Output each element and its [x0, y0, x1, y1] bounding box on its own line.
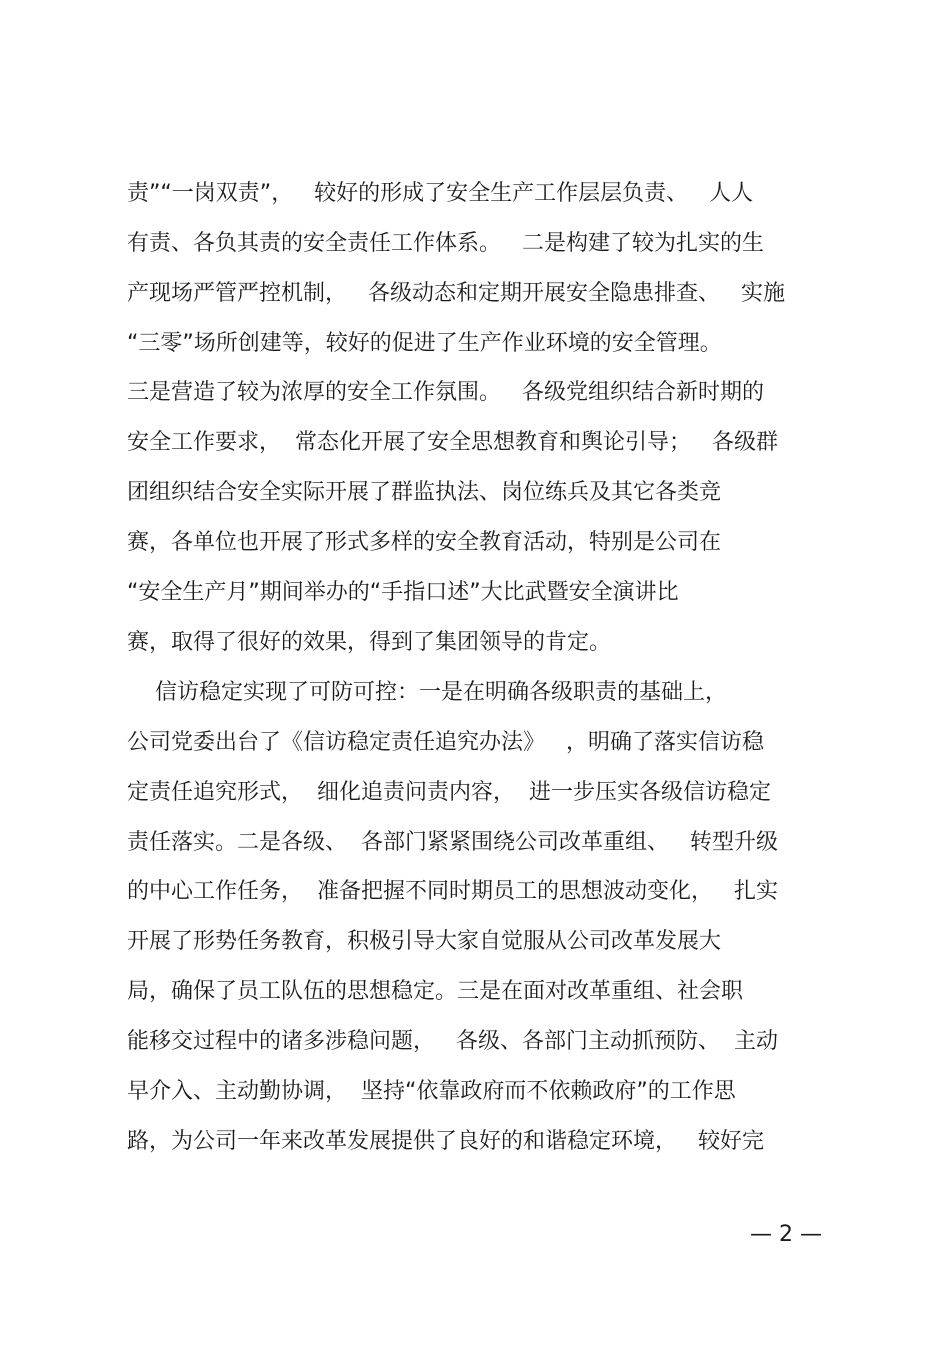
body-text-line: 安全工作要求， 常态化开展了安全思想教育和舆论引导； 各级群 — [127, 430, 778, 455]
body-text-line: 产现场严管严控机制， 各级动态和定期开展安全隐患排查、 实施 — [127, 281, 785, 306]
body-text-line: “三零”场所创建等，较好的促进了生产作业环境的安全管理。 — [127, 331, 722, 356]
body-text-line: “安全生产月”期间举办的“手指口述”大比武暨安全演讲比 — [127, 580, 679, 605]
body-text-line: 责”“一岗双责”， 较好的形成了安全生产工作层层负责、 人人 — [127, 181, 754, 206]
body-text-line: 早介入、主动勤协调， 坚持“依靠政府而不依赖政府”的工作思 — [127, 1079, 736, 1104]
body-text-line: 公司党委出台了《信访稳定责任追究办法》 ，明确了落实信访稳 — [127, 730, 764, 755]
body-text-line: 路，为公司一年来改革发展提供了良好的和谐稳定环境， 较好完 — [127, 1129, 764, 1154]
body-text-line: 三是营造了较为浓厚的安全工作氛围。 各级党组织结合新时期的 — [127, 380, 764, 405]
body-text-line: 有责、各负其责的安全责任工作体系。 二是构建了较为扎实的生 — [127, 231, 764, 256]
body-text-line: 责任落实。二是各级、 各部门紧紧围绕公司改革重组、 转型升级 — [127, 830, 778, 855]
body-text-line: 能移交过程中的诸多涉稳问题， 各级、各部门主动抓预防、 主动 — [127, 1029, 778, 1054]
body-text-line: 团组织结合安全实际开展了群监执法、岗位练兵及其它各类竞 — [127, 480, 722, 505]
body-text-line: 定责任追究形式， 细化追责问责内容， 进一步压实各级信访稳定 — [127, 780, 771, 805]
paragraph-start-line: 信访稳定实现了可防可控：一是在明确各级职责的基础上， — [127, 680, 727, 705]
body-text-line: 的中心工作任务， 准备把握不同时期员工的思想波动变化， 扎实 — [127, 879, 778, 904]
body-text-line: 赛，各单位也开展了形式多样的安全教育活动，特别是公司在 — [127, 530, 722, 555]
page-number: — 2 — — [750, 1222, 822, 1247]
body-text-line: 开展了形势任务教育，积极引导大家自觉服从公司改革发展大 — [127, 929, 722, 954]
body-text-line: 局，确保了员工队伍的思想稳定。三是在面对改革重组、社会职 — [127, 979, 744, 1004]
body-text-line: 赛，取得了很好的效果，得到了集团领导的肯定。 — [127, 630, 612, 655]
